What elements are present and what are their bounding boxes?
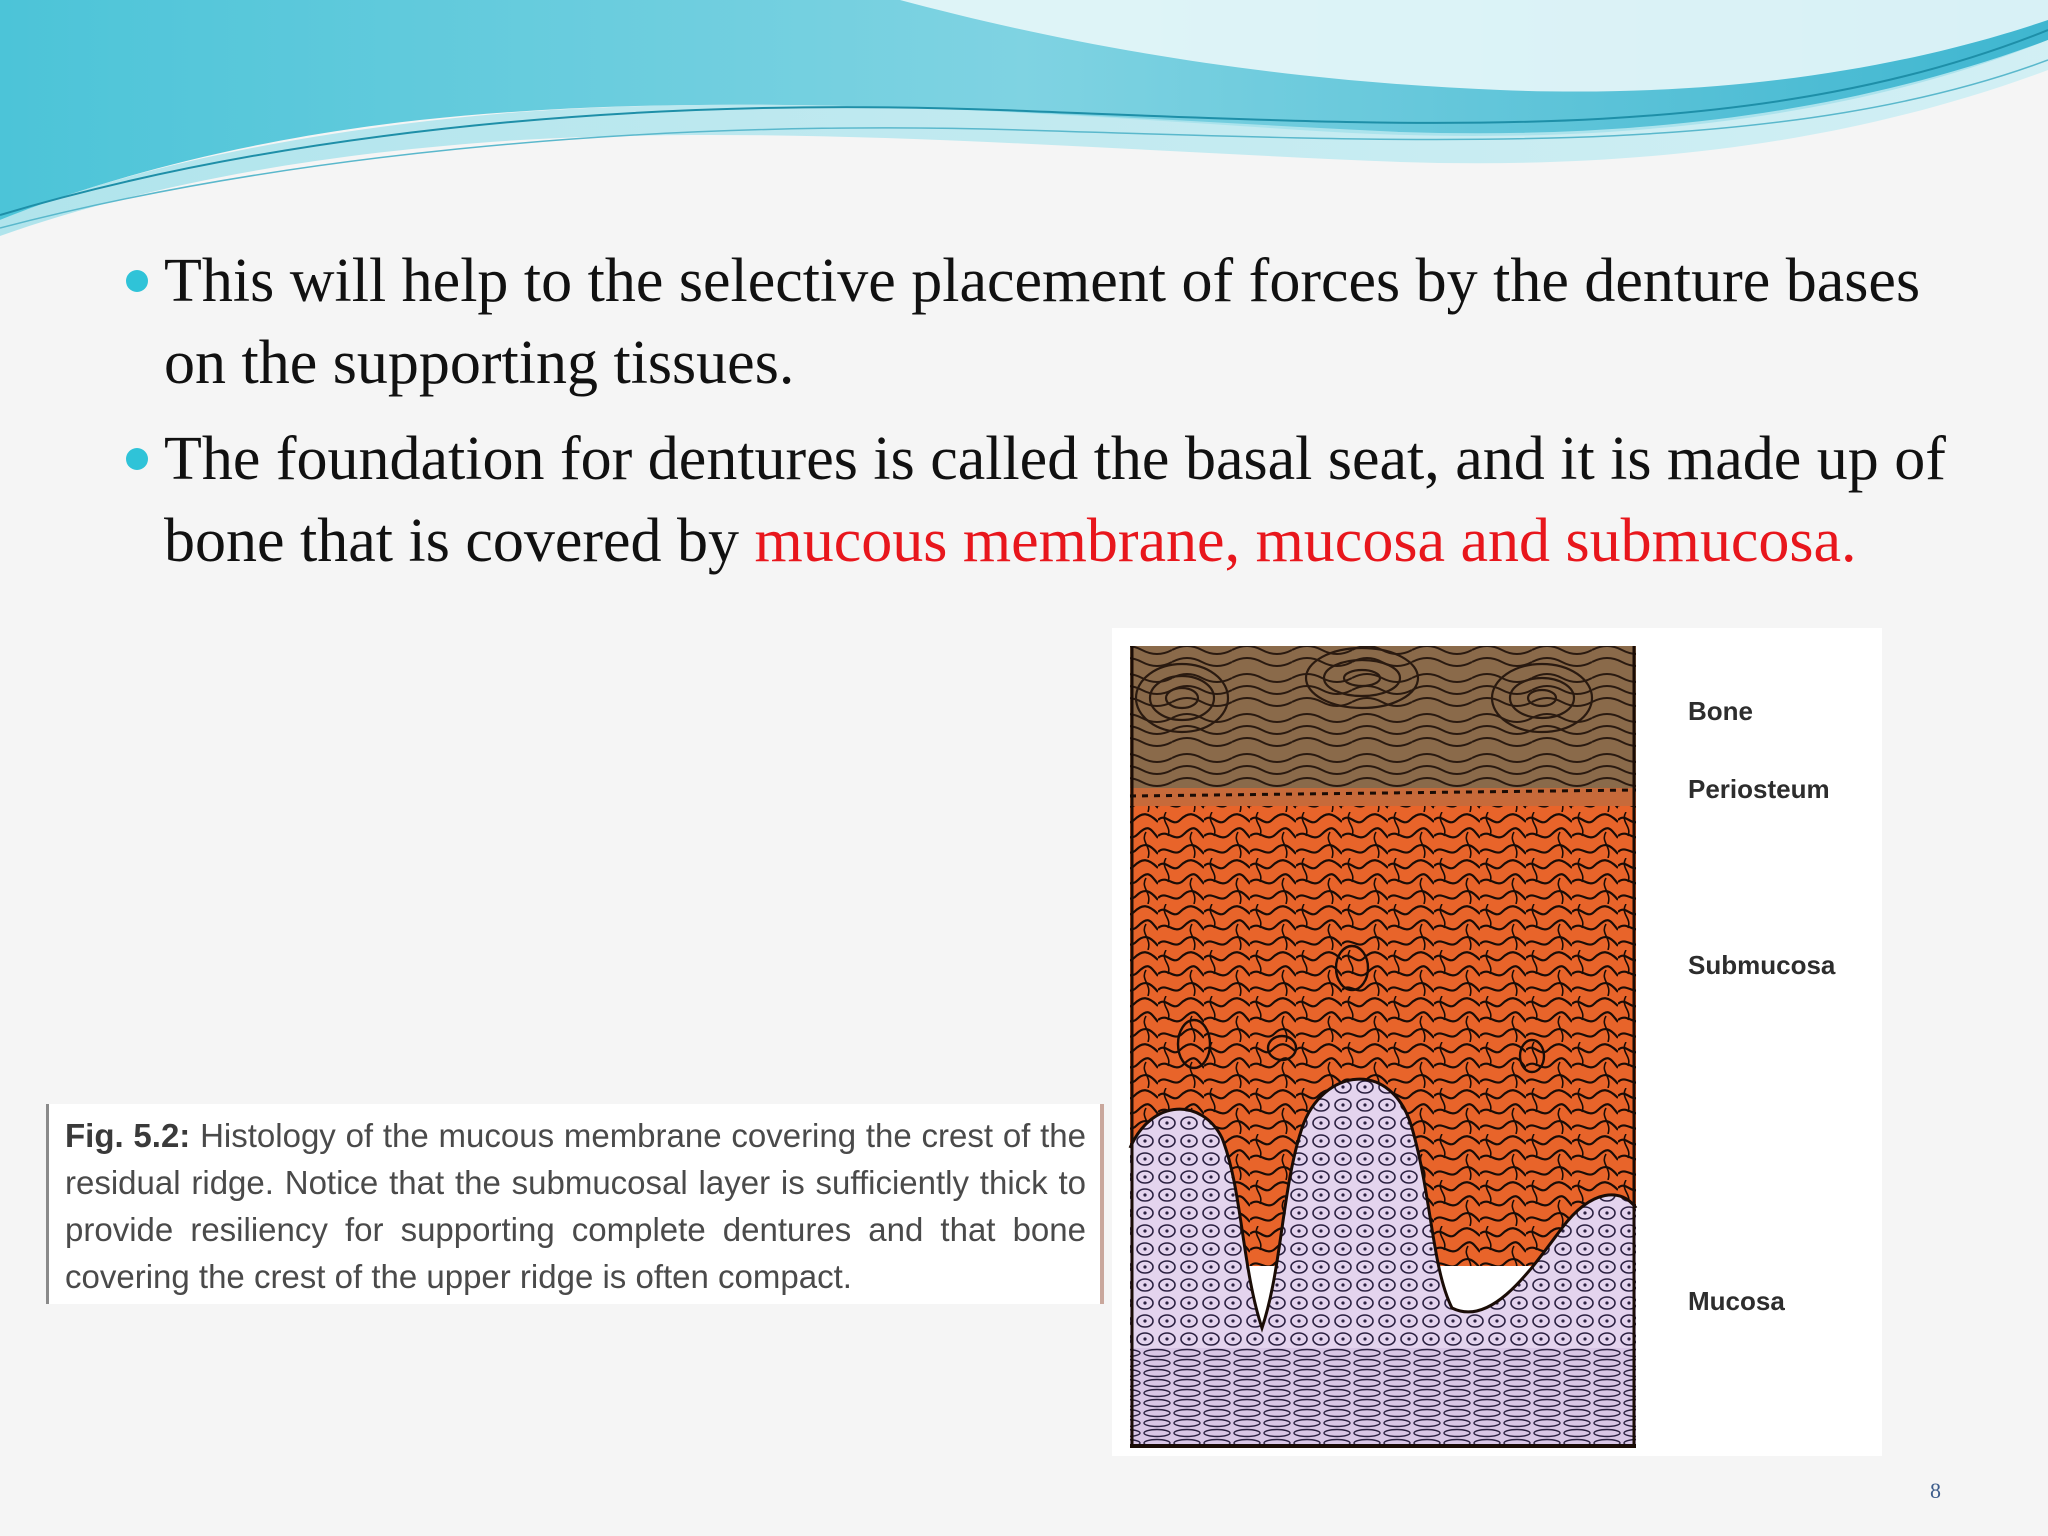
bullet-item-1: [120, 240, 1980, 404]
figure-caption-label: Fig. 5.2:: [65, 1117, 191, 1154]
label-bone: Bone: [1688, 696, 1753, 726]
highlighted-terms: mucous membrane, mucosa and submucosa.: [754, 507, 1857, 575]
label-periosteum: Periosteum: [1688, 774, 1830, 804]
bullet-dot-icon: [126, 448, 148, 470]
histology-figure: [1112, 628, 1882, 1456]
histology-illustration: [1112, 628, 1882, 1456]
bullet-item-2: [120, 418, 1980, 582]
label-mucosa: Mucosa: [1688, 1286, 1785, 1316]
bullet-list: [120, 240, 1980, 596]
bullet-text: The foundation for dentures is called the basal seat, and it is made up of bone that is covered by: [164, 425, 1946, 575]
bullet-dot-icon: [126, 270, 148, 292]
header-wave-decoration: [0, 0, 2048, 240]
page-number: 8: [1930, 1478, 1941, 1503]
figure-caption: [46, 1104, 1104, 1304]
label-submucosa: Submucosa: [1688, 950, 1836, 980]
figure-caption-text: Histology of the mucous membrane covering the crest of the residual ridge. Notice that the submucosal layer is sufficiently thick to provide resiliency for supporting complete dentures and that bone covering the crest of the upper ridge is often compact.: [65, 1117, 1086, 1295]
bullet-text: This will help to the selective placement of forces by the denture bases on the supporting tissues.: [164, 247, 1921, 397]
periosteum-layer: [1130, 788, 1636, 806]
